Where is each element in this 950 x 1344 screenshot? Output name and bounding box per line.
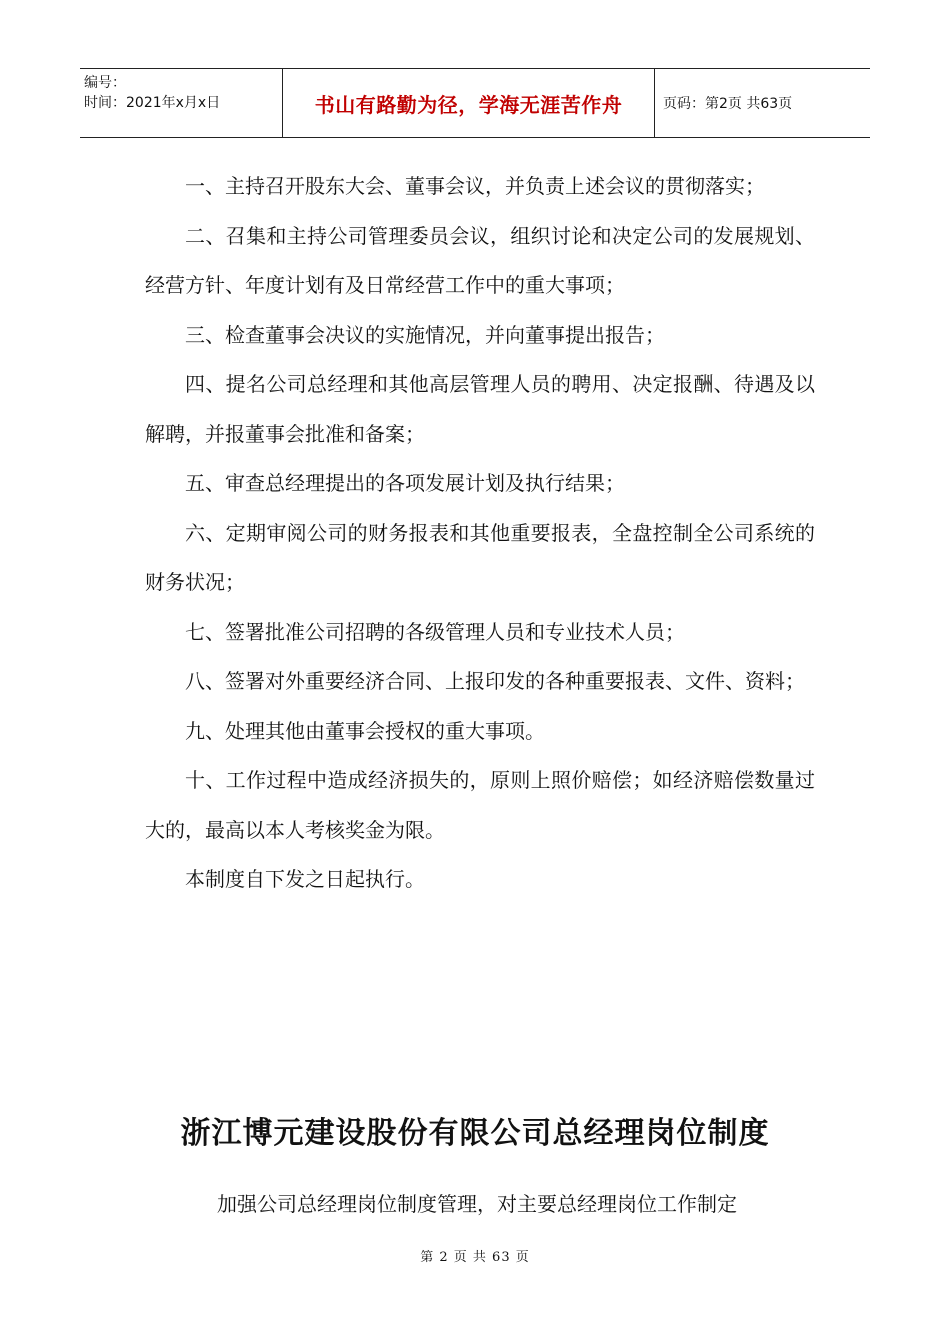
page-footer: 第 2 页 共 63 页: [420, 1250, 530, 1265]
header-meta: [80, 69, 282, 137]
section-title: 浙江博元建设股份有限公司总经理岗位制度: [180, 1116, 770, 1151]
paragraph: 本制度自下发之日起执行。: [185, 867, 425, 891]
intro-paragraph: 加强公司总经理岗位制度管理，对主要总经理岗位工作制定: [217, 1192, 737, 1216]
paragraph: 四、提名公司总经理和其他高层管理人员的聘用、决定报酬、待遇及以解聘，并报董事会批准和备案；: [145, 372, 815, 446]
paragraph: 三、检查董事会决议的实施情况，并向董事提出报告；: [185, 322, 665, 347]
paragraph: 七、签署批准公司招聘的各级管理人员和专业技术人员；: [185, 619, 685, 644]
document-body: [145, 162, 815, 905]
paragraph: 五、审查总经理提出的各项发展计划及执行结果；: [185, 471, 625, 495]
paragraph: 十、工作过程中造成经济损失的，原则上照价赔偿；如经济赔偿数量过大的，最高以本人考核奖金为限。: [145, 768, 815, 842]
paragraph: 一、主持召开股东大会、董事会议，并负责上述会议的贯彻落实；: [185, 174, 765, 198]
paragraph: 八、签署对外重要经济合同、上报印发的各种重要报表、文件、资料；: [185, 669, 805, 693]
document-time-label: 时间：2021年x月x日: [84, 95, 221, 111]
page-header: [80, 68, 870, 138]
paragraph: 九、处理其他由董事会授权的重大事项。: [185, 718, 545, 743]
paragraph: 二、召集和主持公司管理委员会议，组织讨论和决定公司的发展规划、经营方针、年度计划有及日常经营工作中的重大事项；: [145, 223, 815, 297]
header-motto: 书山有路勤为径，学海无涯苦作舟: [282, 69, 655, 137]
paragraph: 六、定期审阅公司的财务报表和其他重要报表，全盘控制全公司系统的财务状况；: [145, 520, 815, 594]
document-number-label: 编号：: [84, 75, 126, 91]
header-page-info: 页码：第2页 共63页: [663, 96, 793, 112]
